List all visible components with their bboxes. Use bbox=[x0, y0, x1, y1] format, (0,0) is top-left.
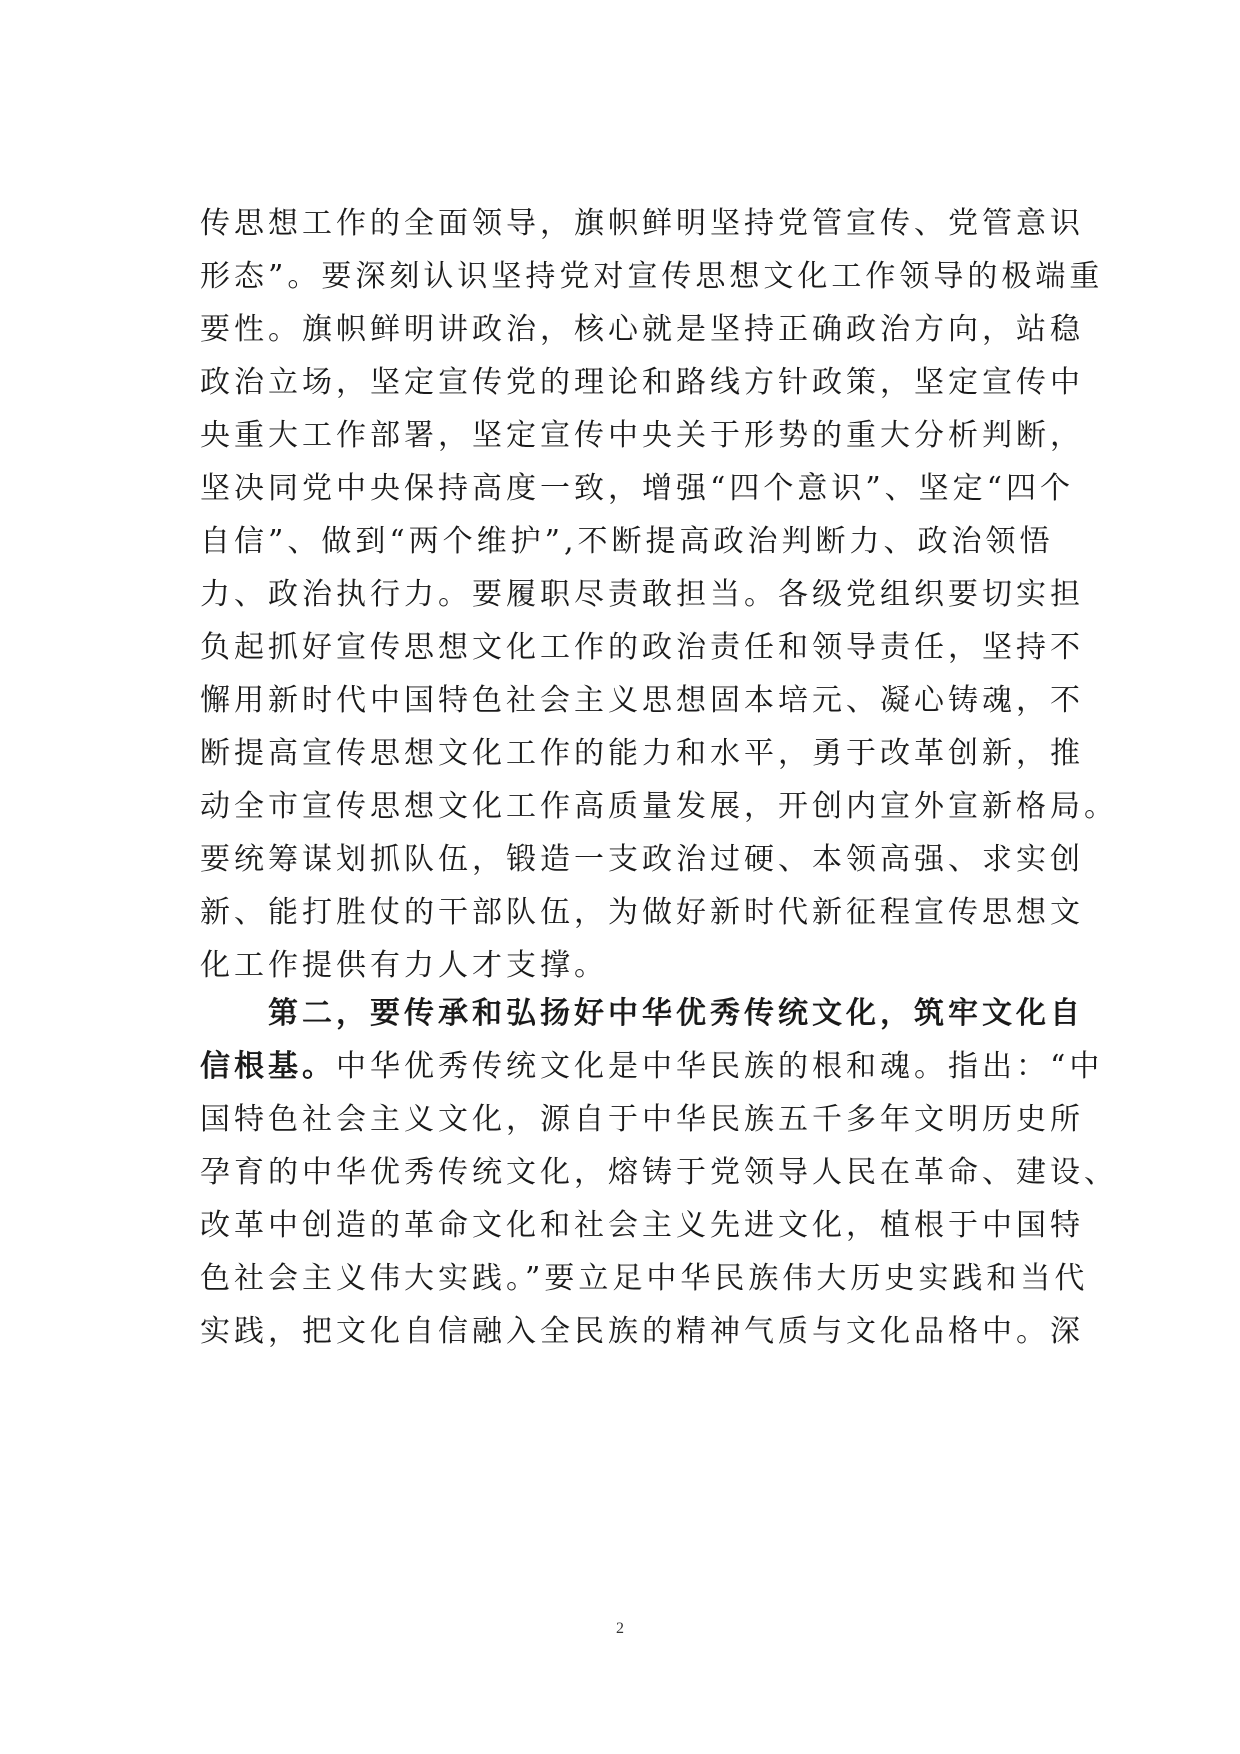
text-line: 懈用新时代中国特色社会主义思想固本培元、凝心铸魂，不 bbox=[200, 683, 1084, 718]
text-line: 国特色社会主义文化，源自于中华民族五千多年文明历史所 bbox=[200, 1102, 1084, 1137]
text-line: 坚决同党中央保持高度一致，增强“四个意识”、坚定“四个 bbox=[200, 471, 1075, 506]
text-line: 化工作提供有力人才支撑。 bbox=[200, 948, 608, 983]
section-heading-tail: 信根基。 bbox=[200, 1049, 336, 1084]
paragraph-leadership bbox=[200, 197, 1118, 992]
text-line: 动全市宣传思想文化工作高质量发展，开创内宣外宣新格局。 bbox=[200, 789, 1118, 824]
text-line: 要性。旗帜鲜明讲政治，核心就是坚持正确政治方向，站稳 bbox=[200, 312, 1084, 347]
text-line: 传思想工作的全面领导，旗帜鲜明坚持党管宣传、党管意识 bbox=[200, 206, 1084, 241]
section-heading-line: 第二，要传承和弘扬好中华优秀传统文化，筑牢文化自 bbox=[200, 996, 1084, 1031]
text-line: 央重大工作部署，坚定宣传中央关于形势的重大分析判断， bbox=[200, 418, 1084, 453]
text-line: 实践，把文化自信融入全民族的精神气质与文化品格中。深 bbox=[200, 1314, 1084, 1349]
text-line: 要统筹谋划抓队伍，锻造一支政治过硬、本领高强、求实创 bbox=[200, 842, 1084, 877]
text-line: 断提高宣传思想文化工作的能力和水平，勇于改革创新，推 bbox=[200, 736, 1084, 771]
text-line bbox=[200, 1040, 1104, 1093]
text-line: 力、政治执行力。要履职尽责敢担当。各级党组织要切实担 bbox=[200, 577, 1084, 612]
text-line: 新、能打胜仗的干部队伍，为做好新时代新征程宣传思想文 bbox=[200, 895, 1084, 930]
text-line: 政治立场，坚定宣传党的理论和路线方针政策，坚定宣传中 bbox=[200, 365, 1084, 400]
text-line: 形态”。要深刻认识坚持党对宣传思想文化工作领导的极端重 bbox=[200, 259, 1104, 294]
text-run: 中华优秀传统文化是中华民族的根和魂。指出：“中 bbox=[336, 1049, 1104, 1084]
page-number: 2 bbox=[616, 1620, 624, 1637]
text-line: 改革中创造的革命文化和社会主义先进文化，植根于中国特 bbox=[200, 1208, 1084, 1243]
text-line: 孕育的中华优秀传统文化，熔铸于党领导人民在革命、建设、 bbox=[200, 1155, 1118, 1190]
text-line: 自信”、做到“两个维护”,不断提高政治判断力、政治领悟 bbox=[200, 524, 1054, 559]
text-line: 负起抓好宣传思想文化工作的政治责任和领导责任，坚持不 bbox=[200, 630, 1084, 665]
paragraph-traditional-culture bbox=[200, 987, 1118, 1358]
text-line: 色社会主义伟大实践。”要立足中华民族伟大历史实践和当代 bbox=[200, 1261, 1089, 1296]
